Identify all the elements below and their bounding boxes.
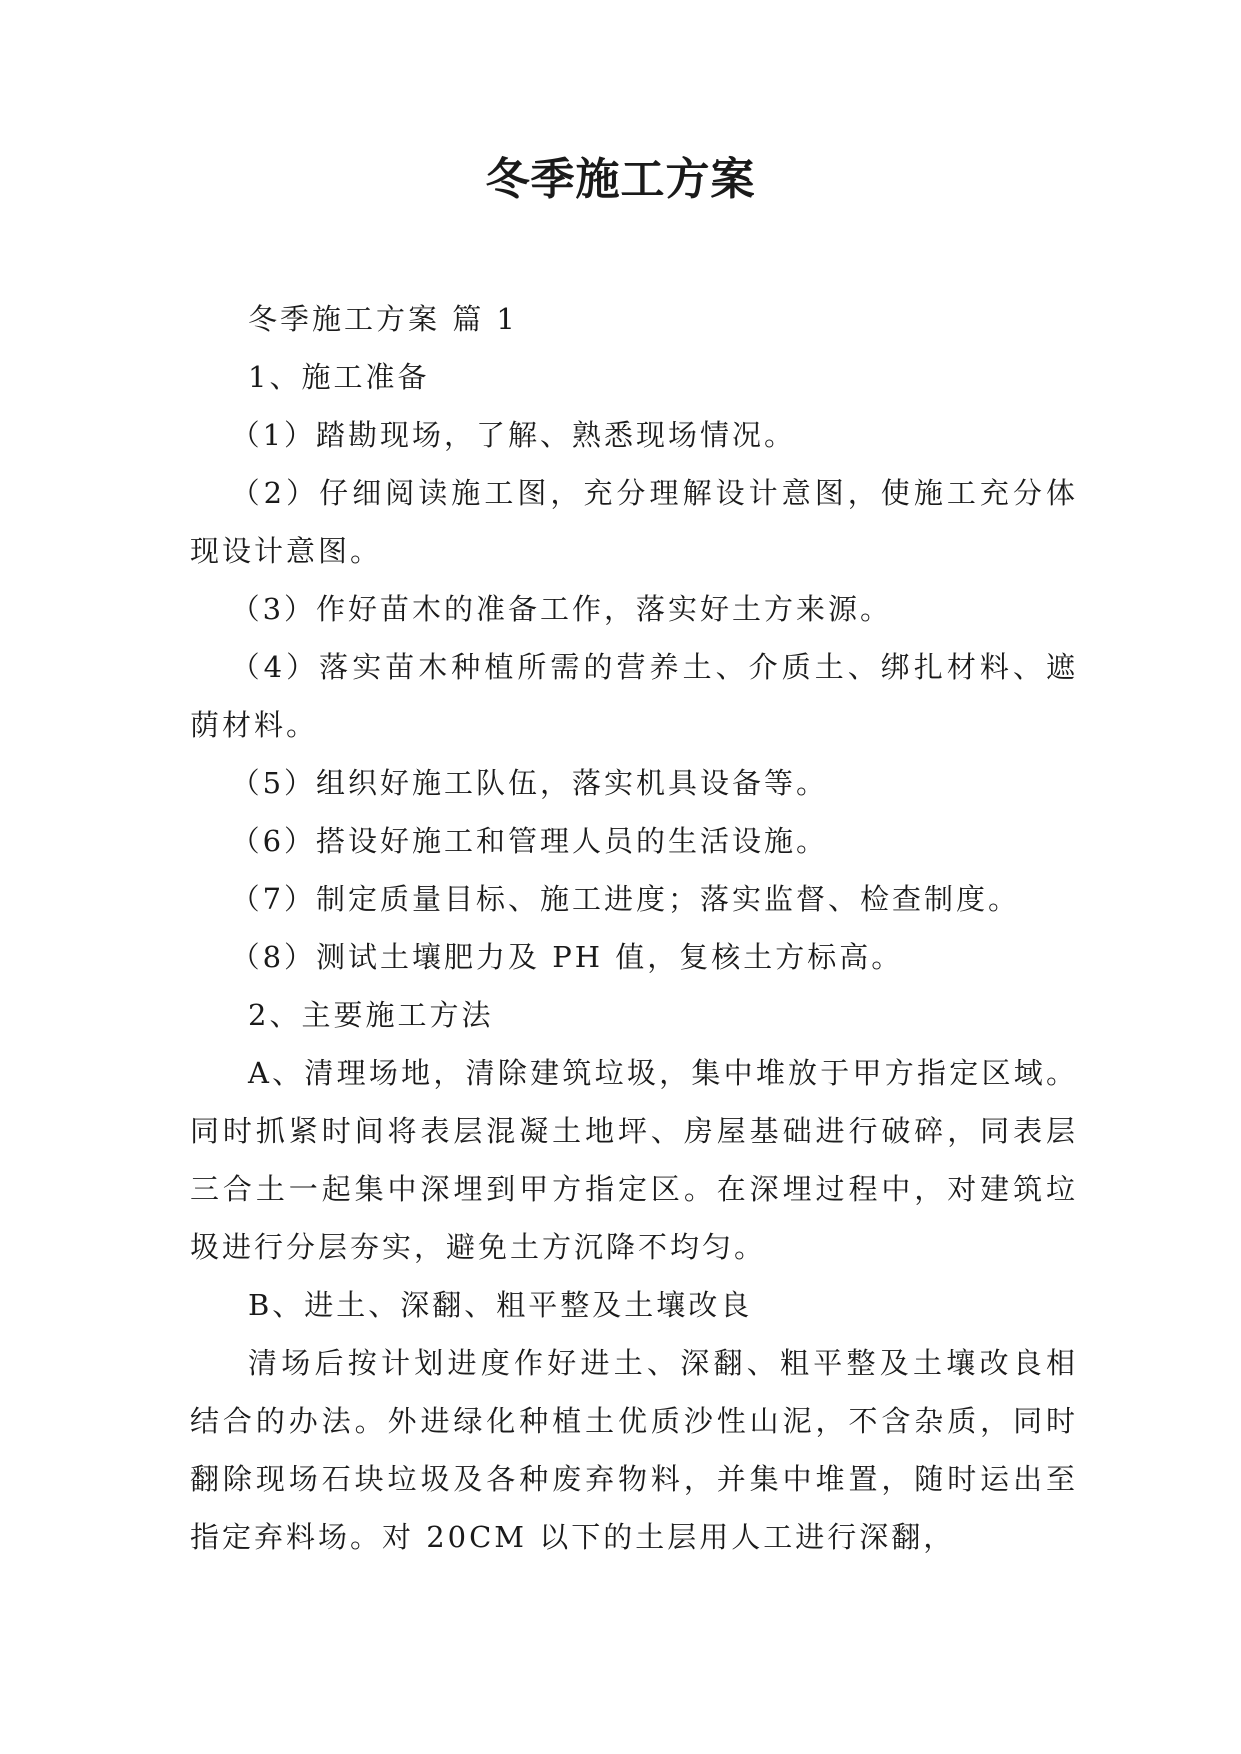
list-item: （2）仔细阅读施工图，充分理解设计意图，使施工充分体现设计意图。 [190,476,1078,568]
list-item: （6）搭设好施工和管理人员的生活设施。 [230,824,829,858]
list-item: （8）测试土壤肥力及 PH 值，复核土方标高。 [230,940,904,974]
list-item: （7）制定质量目标、施工进度；落实监督、检查制度。 [230,882,1021,916]
subsection-heading: 2、主要施工方法 [248,998,494,1032]
list-item: （1）踏勘现场，了解、熟悉现场情况。 [230,418,797,452]
document-body [190,290,1078,1566]
section-heading: 冬季施工方案 篇 1 [248,302,518,336]
body-paragraph: A、清理场地，清除建筑垃圾，集中堆放于甲方指定区域。同时抓紧时间将表层混凝土地坪、房屋基础进行破碎，同表层三合土一起集中深埋到甲方指定区。在深埋过程中，对建筑垃圾进行分层夯实，避免土方沉降不均匀。 [190,1056,1078,1264]
body-paragraph: 清场后按计划进度作好进土、深翻、粗平整及土壤改良相结合的办法。外进绿化种植土优质沙性山泥，不含杂质，同时翻除现场石块垃圾及各种废弃物料，并集中堆置，随时运出至指定弃料场。对 20CM 以下的土层用人工进行深翻， [190,1346,1078,1554]
list-item: （4）落实苗木种植所需的营养土、介质土、绑扎材料、遮荫材料。 [190,650,1078,742]
document-title: 冬季施工方案 [485,154,756,205]
list-item: （3）作好苗木的准备工作，落实好土方来源。 [230,592,893,626]
subsection-heading: 1、施工准备 [248,360,430,394]
subsection-heading: B、进土、深翻、粗平整及土壤改良 [248,1288,753,1322]
list-item: （5）组织好施工队伍，落实机具设备等。 [230,766,829,800]
